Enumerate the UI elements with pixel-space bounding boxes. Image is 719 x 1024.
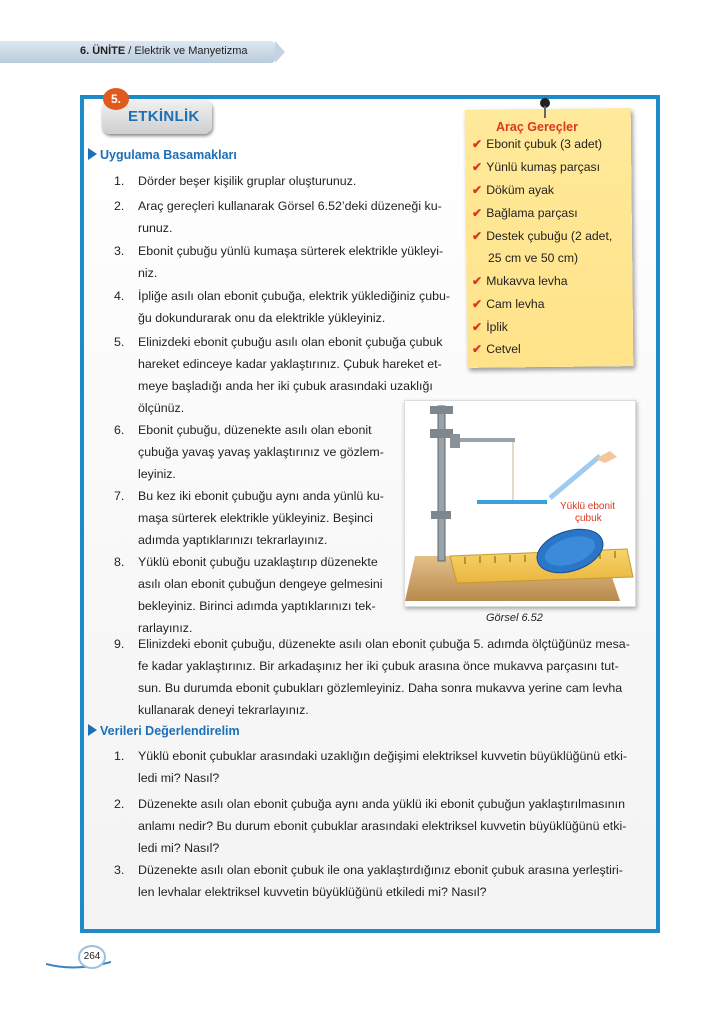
- activity-label: ETKİNLİK: [128, 108, 200, 125]
- item-line: Yüklü ebonit çubuklar arasındaki uzaklığın değişimi elektriksel kuvvetin büyüklüğünü etki-: [138, 749, 628, 763]
- item-number: 2.: [114, 199, 125, 213]
- section-title-text: Uygulama Basamakları: [100, 148, 237, 162]
- figure-label-line1: Yüklü ebonit: [560, 501, 616, 512]
- experiment-figure: [404, 400, 636, 607]
- stand-clamp-top: [430, 406, 453, 414]
- pushpin-stem: [544, 106, 546, 118]
- unit-header: [80, 45, 248, 57]
- material-item: [472, 206, 578, 220]
- unit-number: 6. ÜNİTE: [80, 45, 126, 57]
- item-text: [138, 285, 454, 329]
- item-line: Dörder beşer kişilik gruplar oluşturunuz.: [138, 174, 357, 188]
- experiment-illustration: [405, 401, 635, 606]
- material-item: [472, 229, 612, 243]
- section-title-text: Verileri Değerlendirelim: [100, 724, 240, 738]
- item-number: 1.: [114, 174, 125, 188]
- item-text: [138, 485, 386, 551]
- material-label: Mukavva levha: [486, 274, 568, 288]
- item-line: çubuğa yavaş yavaş yaklaştırınız ve gözlem-: [138, 445, 384, 459]
- item-text: [138, 170, 454, 192]
- checkmark-icon: ✔: [472, 342, 483, 356]
- material-label: Ebonit çubuk (3 adet): [486, 137, 603, 151]
- item-line: len levhalar elektriksel kuvvetin büyüklüğünü etkiledi mi? Nasıl?: [138, 885, 487, 899]
- material-label: 25 cm ve 50 cm): [488, 251, 579, 265]
- item-line: Bu kez iki ebonit çubuğu aynı anda yünlü ku-: [138, 489, 384, 503]
- material-label: Destek çubuğu (2 adet,: [486, 229, 613, 243]
- material-label: Döküm ayak: [486, 183, 554, 197]
- item-line: maşa sürterek elektrikle yükleyiniz. Beşinci: [138, 511, 373, 525]
- checkmark-icon: ✔: [472, 320, 483, 334]
- section-title-evaluate: [88, 724, 240, 738]
- item-line: adımda yaptıklarınızı tekrarlayınız.: [138, 533, 328, 547]
- checkmark-icon: ✔: [472, 206, 483, 220]
- page-number: 264: [78, 945, 106, 969]
- item-line: leyiniz.: [138, 467, 176, 481]
- item-line: bekleyiniz. Birinci adımda yaptıklarınızı tek-: [138, 599, 376, 613]
- activity-number: 5.: [103, 88, 129, 110]
- materials-title: Araç Gereçler: [496, 120, 579, 134]
- arrow-right-icon: [88, 148, 97, 160]
- item-text: [138, 419, 386, 485]
- item-number: 7.: [114, 489, 125, 503]
- item-line: Ebonit çubuğu yünlü kumaşa sürterek elektrikle yükleyi-: [138, 244, 444, 258]
- item-text: [138, 793, 636, 859]
- material-label: Bağlama parçası: [486, 206, 578, 220]
- item-line: Düzenekte asılı olan ebonit çubuk ile ona yaklaştırdığınız ebonit çubuk arasına yerleştiri-: [138, 863, 623, 877]
- item-text: [138, 551, 386, 639]
- item-line: sun. Bu durumda ebonit çubukları gözlemleyiniz. Daha sonra mukavva yerine cam levha: [138, 681, 623, 695]
- item-line: asılı olan ebonit çubuğun dengeye gelmesini: [138, 577, 383, 591]
- item-line: hareket edinceye kadar yaklaştırınız. Çubuk hareket et-: [138, 357, 442, 371]
- unit-topic: / Elektrik ve Manyetizma: [125, 45, 248, 57]
- figure-caption: Görsel 6.52: [486, 612, 543, 624]
- item-number: 9.: [114, 637, 125, 651]
- support-arm: [460, 438, 515, 442]
- item-number: 3.: [114, 863, 125, 877]
- item-line: Ebonit çubuğu, düzenekte asılı olan ebonit: [138, 423, 372, 437]
- item-line: ledi mi? Nasıl?: [138, 771, 220, 785]
- checkmark-icon: ✔: [472, 297, 483, 311]
- item-text: [138, 745, 636, 789]
- item-line: İpliğe asılı olan ebonit çubuğa, elektrik yüklediğiniz çubu-: [138, 289, 451, 303]
- material-item: [472, 342, 521, 356]
- material-item: [472, 297, 544, 311]
- material-item: [472, 160, 600, 174]
- item-line: rarlayınız.: [138, 621, 193, 635]
- checkmark-icon: ✔: [472, 274, 483, 288]
- item-number: 4.: [114, 289, 125, 303]
- item-line: anlamı nedir? Bu durum ebonit çubuklar arasındaki elektriksel kuvvetin büyüklüğünü etki-: [138, 819, 627, 833]
- checkmark-icon: ✔: [472, 183, 483, 197]
- item-line: niz.: [138, 266, 158, 280]
- section-title-steps: [88, 148, 237, 162]
- item-number: 1.: [114, 749, 125, 763]
- item-text: [138, 859, 636, 903]
- item-line: kullanarak deneyi tekrarlayınız.: [138, 703, 309, 717]
- checkmark-icon: ✔: [472, 160, 483, 174]
- item-line: runuz.: [138, 221, 173, 235]
- checkmark-icon: ✔: [472, 137, 483, 151]
- item-line: Düzenekte asılı olan ebonit çubuğa aynı anda yüklü iki ebonit çubuğun yaklaştırılmasının: [138, 797, 625, 811]
- material-label: Cetvel: [486, 342, 521, 356]
- item-number: 6.: [114, 423, 125, 437]
- material-item: [472, 183, 554, 197]
- item-line: Elinizdeki ebonit çubuğu, düzenekte asılı olan ebonit çubuğa 5. adımda ölçtüğünüz mesa-: [138, 637, 630, 651]
- item-number: 8.: [114, 555, 125, 569]
- item-line: ledi mi? Nasıl?: [138, 841, 220, 855]
- material-item: [488, 251, 578, 265]
- item-line: ölçünüz.: [138, 401, 185, 415]
- item-text: [138, 633, 636, 721]
- stand-clamp: [430, 429, 453, 438]
- material-label: İplik: [486, 320, 508, 334]
- item-text: [138, 240, 454, 284]
- material-item: [472, 274, 568, 288]
- charged-ebonite-rod: [550, 456, 600, 498]
- item-line: Yüklü ebonit çubuğu uzaklaştırıp düzenekte: [138, 555, 378, 569]
- item-text: [138, 195, 454, 239]
- item-line: fe kadar yaklaştırınız. Bir arkadaşınız her iki çubuk arasına önce mukavva parçasını tut-: [138, 659, 619, 673]
- material-label: Cam levha: [486, 297, 545, 311]
- hanging-ebonite-rod: [477, 500, 547, 504]
- figure-label-line2: çubuk: [575, 513, 602, 524]
- arrow-right-icon: [88, 724, 97, 736]
- item-line: Elinizdeki ebonit çubuğu asılı olan ebonit çubuğa çubuk: [138, 335, 443, 349]
- checkmark-icon: ✔: [472, 229, 483, 243]
- item-number: 3.: [114, 244, 125, 258]
- item-line: Araç gereçleri kullanarak Görsel 6.52’deki düzeneği ku-: [138, 199, 442, 213]
- arm-joint: [450, 434, 460, 448]
- stand-clamp-low: [431, 511, 451, 519]
- material-item: [472, 320, 508, 334]
- item-number: 5.: [114, 335, 125, 349]
- material-label: Yünlü kumaş parçası: [486, 160, 601, 174]
- item-line: ğu dokundurarak onu da elektrikle yükleyiniz.: [138, 311, 386, 325]
- material-item: [472, 137, 602, 151]
- item-line: meye başladığı anda her iki çubuk arasındaki uzaklığı: [138, 379, 433, 393]
- item-number: 2.: [114, 797, 125, 811]
